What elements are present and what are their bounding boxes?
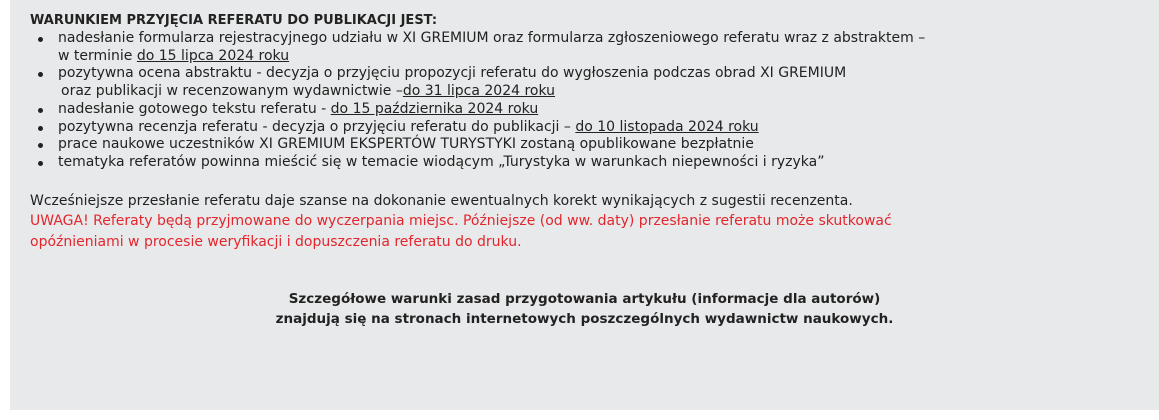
list-item	[36, 65, 1139, 100]
bullet-icon	[38, 72, 43, 77]
condition-text: pozytywna ocena abstraktu - decyzja o przyjęciu propozycji referatu do wygłoszenia podczas obrad XI GREMIUM	[58, 65, 847, 82]
condition-text: tematyka referatów powinna mieścić się w temacie wiodącym „Turystyka w warunkach niepewności i ryzyka”	[58, 153, 825, 170]
list-item	[36, 101, 1139, 119]
list-item	[36, 30, 1139, 65]
bullet-icon	[38, 143, 43, 148]
info-panel	[10, 0, 1159, 410]
warning-text: UWAGA! Referaty będą przyjmowane do wyczerpania miejsc. Późniejsze (od ww. daty) przesłanie referatu może skutkować	[30, 213, 892, 230]
bullet-icon	[38, 108, 43, 113]
footer-line: znajdują się na stronach internetowych poszczególnych wydawnictw naukowych.	[275, 311, 894, 328]
deadline-date: do 15 października 2024 roku	[330, 100, 539, 117]
bullet-icon	[38, 161, 43, 166]
condition-text: prace naukowe uczestników XI GREMIUM EKSPERTÓW TURYSTYKI zostaną opublikowane bezpłatnie	[58, 136, 754, 153]
deadline-date: do 15 lipca 2024 roku	[136, 47, 290, 64]
note-text: Wcześniejsze przesłanie referatu daje szanse na dokonanie ewentualnych korekt wynikających z sugestii recenzenta.	[30, 192, 853, 209]
condition-text: nadesłanie formularza rejestracyjnego udziału w XI GREMIUM oraz formularza zgłoszeniowego referatu wraz z abstraktem –	[58, 30, 926, 46]
deadline-date: do 10 listopada 2024 roku	[575, 118, 759, 135]
warning-text: opóźnieniami w procesie weryfikacji i dopuszczenia referatu do druku.	[30, 233, 522, 250]
condition-text: oraz publikacji w recenzowanym wydawnictwie –	[61, 83, 403, 100]
conditions-heading: WARUNKIEM PRZYJĘCIA REFERATU DO PUBLIKACJI JEST:	[30, 13, 438, 28]
condition-text: nadesłanie gotowego tekstu referatu -	[58, 100, 331, 117]
bullet-icon	[38, 37, 43, 42]
condition-text: pozytywna recenzja referatu - decyzja o przyjęciu referatu do publikacji –	[58, 118, 576, 135]
list-item	[36, 154, 1139, 172]
bullet-icon	[38, 126, 43, 131]
footer-line: Szczegółowe warunki zasad przygotowania artykułu (informacje dla autorów)	[288, 291, 881, 308]
author-info-footer	[30, 289, 1139, 329]
condition-text: w terminie	[58, 47, 137, 64]
list-item	[36, 119, 1139, 137]
conditions-list	[30, 30, 1139, 172]
deadline-date: do 31 lipca 2024 roku	[402, 83, 556, 100]
list-item	[36, 136, 1139, 154]
note-block	[30, 191, 1139, 253]
